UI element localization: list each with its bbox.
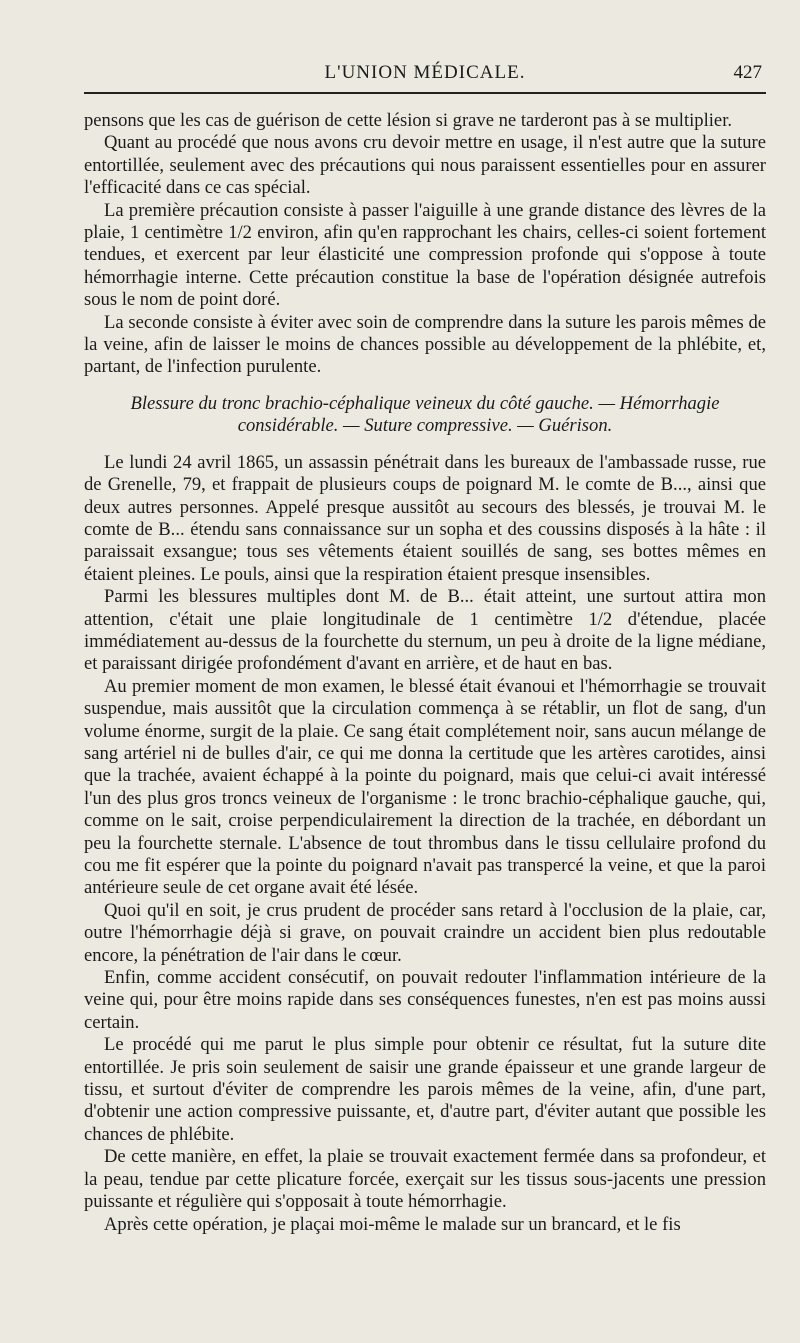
paragraph: Le procédé qui me parut le plus simple pour obtenir ce résultat, fut la suture dite entortillée. Je pris soin seulement de saisir une grande épaisseur et une grande largeur de tissu, et surtout d'éviter de comprendre les parois mêmes de la veine, afin, d'une part, d'obtenir une action compressive puissante, et, d'autre part, d'éviter autant que possible les chances de phlébite. bbox=[84, 1034, 766, 1145]
paragraph: De cette manière, en effet, la plaie se trouvait exactement fermée dans sa profondeur, et la peau, tendue par cette plicature forcée, exerçait sur les tissus sous-jacents une pression puissante et régulière qui s'opposait à toute hémorrhagie. bbox=[84, 1146, 766, 1213]
paragraph: Enfin, comme accident consécutif, on pouvait redouter l'inflammation intérieure de la veine qui, pour être moins rapide dans ses conséquences funestes, n'en est pas moins aussi certain. bbox=[84, 967, 766, 1033]
section-heading: Blessure du tronc brachio-céphalique veineux du côté gauche. — Hémorrhagie considérable. — Suture compressive. — Guérison. bbox=[130, 392, 720, 437]
body-text bbox=[84, 110, 766, 1236]
running-title: L'UNION MÉDICALE. bbox=[324, 62, 526, 83]
paragraph: La première précaution consiste à passer l'aiguille à une grande distance des lèvres de la plaie, 1 centimètre 1/2 environ, afin qu'en rapprochant les chairs, celles-ci soient fortement tendues, et exercent par leur élasticité une compression profonde qui s'oppose à toute hémorrhagie interne. Cette précaution constitue la base de l'opération désignée autrefois sous le nom de point doré. bbox=[84, 199, 766, 311]
paragraph: Quant au procédé que nous avons cru devoir mettre en usage, il n'est autre que la suture entortillée, seulement avec des précautions qui nous paraissent essentielles pour en assurer l'efficacité dans ce cas spécial. bbox=[84, 132, 766, 199]
paragraph: Après cette opération, je plaçai moi-même le malade sur un brancard, et le fis bbox=[104, 1213, 681, 1235]
running-head bbox=[84, 62, 766, 94]
paragraph: La seconde consiste à éviter avec soin de comprendre dans la suture les parois mêmes de la veine, afin de laisser le moins de chances possible au développement de la phlébite, et, partant, de l'infection purulente. bbox=[84, 311, 766, 378]
page-number: 427 bbox=[733, 62, 762, 83]
paragraph: Au premier moment de mon examen, le blessé était évanoui et l'hémorrhagie se trouvait suspendue, mais aussitôt que la circulation commença à se rétablir, un flot de sang, d'un volume énorme, surgit de la plaie. Ce sang était complétement noir, sans aucun mélange de sang artériel ni de bulles d'air, ce qui me donna la certitude que les artères carotides, ainsi que la trachée, avaient échappé à la pointe du poignard, mais que celui-ci avait intéressé l'un des plus gros troncs veineux de l'organisme : le tronc brachio-céphalique gauche, qui, comme on le sait, croise perpendiculairement la direction de la trachée, en débordant un peu la fourchette sternale. L'absence de tout thrombus dans le tissu cellulaire profond du cou me fit espérer que la pointe du poignard n'avait pas transpercé la veine, et que la paroi antérieure seule de cet organe avait été lésée. bbox=[84, 675, 766, 899]
paragraph: Le lundi 24 avril 1865, un assassin pénétrait dans les bureaux de l'ambassade russe, rue de Grenelle, 79, et frappait de plusieurs coups de poignard M. le comte de B..., ainsi que deux autres personnes. Appelé presque aussitôt au secours des blessés, je trouvai M. le comte de B... étendu sans connaissance sur un sopha et des coussins disposés à la hâte : il paraissait exsangue; tous ses vêtements étaient souillés de sang, ses bottes mêmes en étaient pleines. Le pouls, ainsi que la respiration étaient presque insensibles. bbox=[84, 451, 766, 585]
paragraph: Quoi qu'il en soit, je crus prudent de procéder sans retard à l'occlusion de la plaie, car, outre l'hémorrhagie déjà si grave, on pouvait craindre un accident bien plus redoutable encore, la pénétration de l'air dans le cœur. bbox=[84, 899, 766, 966]
paragraph: Parmi les blessures multiples dont M. de B... était atteint, une surtout attira mon attention, c'était une plaie longitudinale de 1 centimètre 1/2 d'étendue, placée immédiatement au-dessus de la fourchette du sternum, un peu à droite de la ligne médiane, et paraissant dirigée profondément d'avant en arrière, et de haut en bas. bbox=[84, 586, 766, 675]
paragraph: pensons que les cas de guérison de cette lésion si grave ne tarderont pas à se multiplier. bbox=[84, 110, 733, 131]
